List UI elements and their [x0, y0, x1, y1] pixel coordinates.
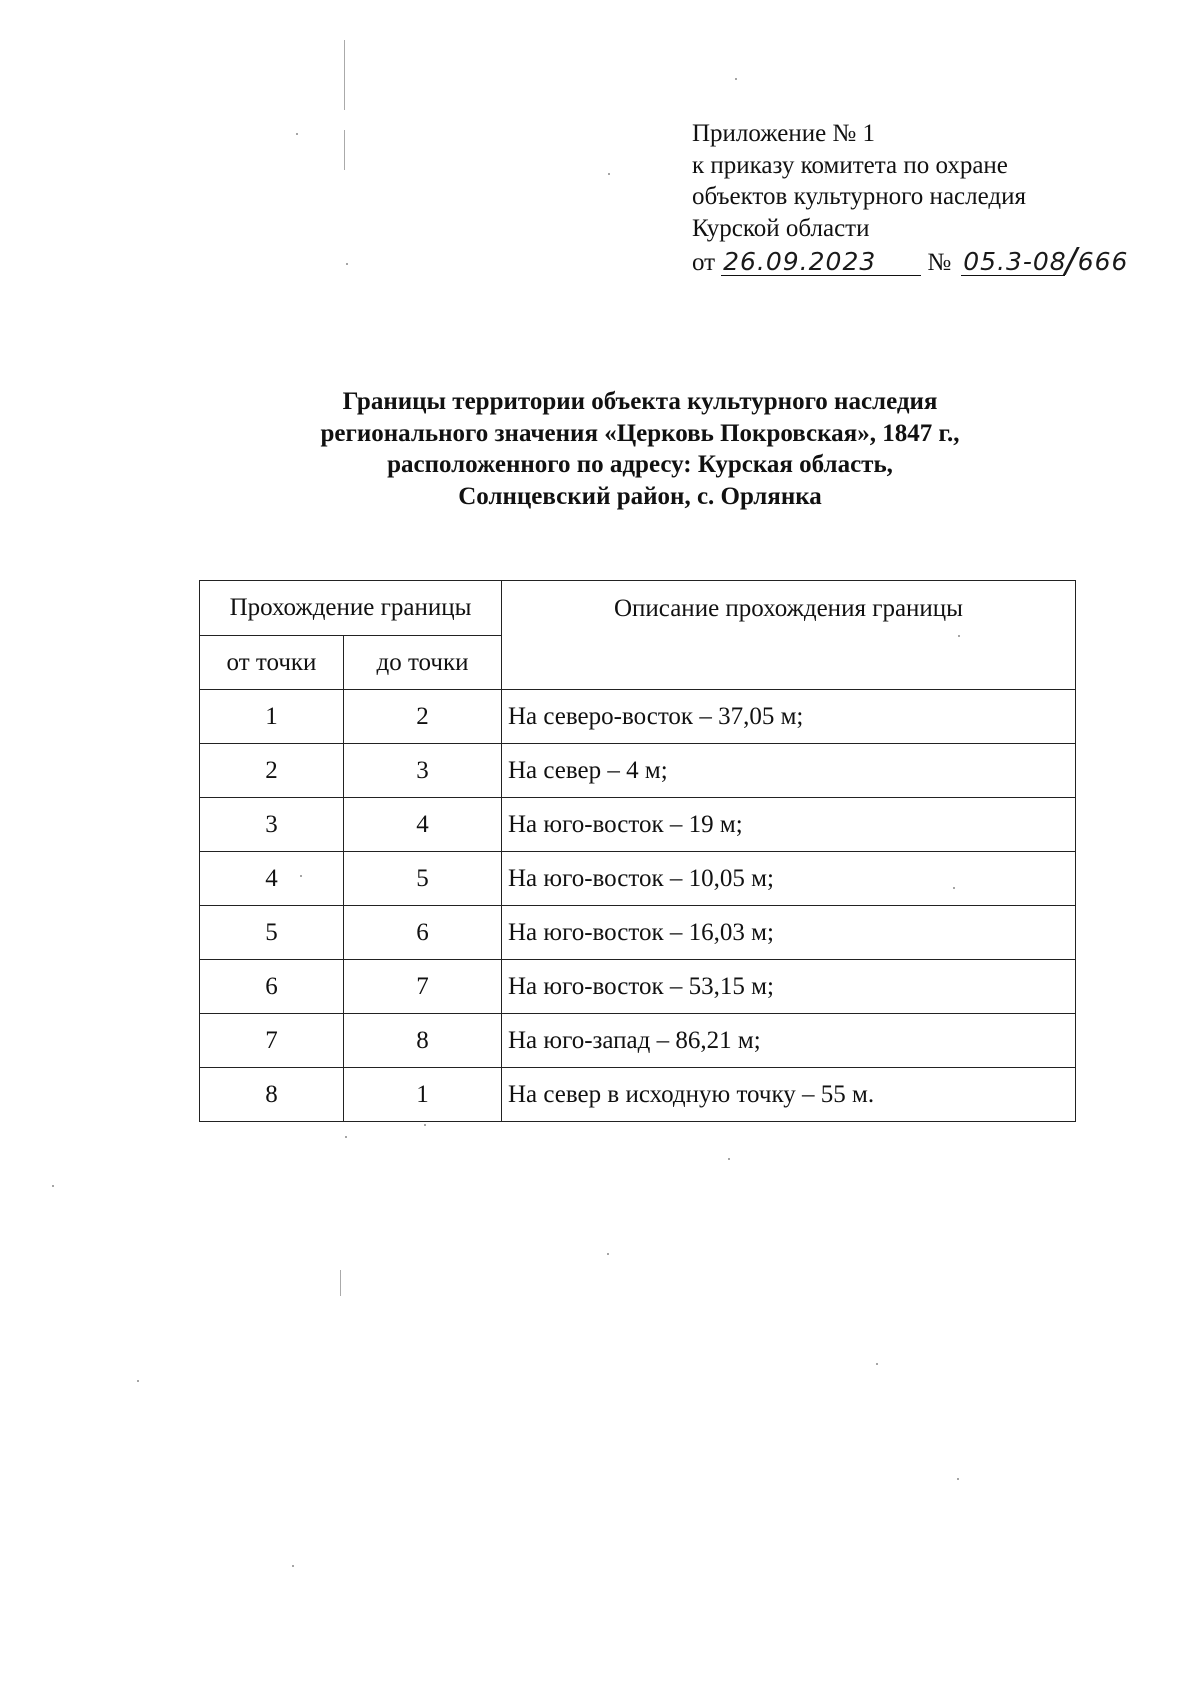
cell-from-point: 4: [200, 852, 344, 906]
cell-to-point: 6: [344, 906, 502, 960]
scan-artifact: [876, 1363, 878, 1365]
cell-from-point: 6: [200, 960, 344, 1014]
handwritten-number: 05.3-08: [963, 247, 1067, 276]
table-header-row: [200, 581, 1076, 636]
cell-from-point: 1: [200, 690, 344, 744]
scan-artifact: [957, 1478, 959, 1480]
cell-to-point: 1: [344, 1068, 502, 1122]
date-prefix: от: [692, 249, 716, 276]
appendix-date-number-line: [692, 241, 1162, 281]
table-row: [200, 960, 1076, 1014]
cell-from-point: 8: [200, 1068, 344, 1122]
cell-description: На юго-восток – 53,15 м;: [502, 960, 1076, 1014]
cell-from-point: 2: [200, 744, 344, 798]
number-slash: /: [1065, 241, 1078, 281]
heading-line-2: регионального значения «Церковь Покровская», 1847 г.,: [320, 419, 960, 447]
handwritten-number-suffix: 666: [1077, 247, 1129, 276]
table-row: [200, 690, 1076, 744]
cell-description: На юго-восток – 19 м;: [502, 798, 1076, 852]
appendix-title: Приложение № 1: [692, 120, 876, 147]
cell-to-point: 2: [344, 690, 502, 744]
table-row: [200, 1068, 1076, 1122]
appendix-line-4: Курской области: [692, 214, 870, 242]
heading-line-4: Солнцевский район, с. Орлянка: [458, 482, 822, 510]
cell-from-point: 5: [200, 906, 344, 960]
heading-line-1: Границы территории объекта культурного наследия: [342, 388, 938, 415]
header-boundary-passage: Прохождение границы: [200, 581, 502, 636]
cell-description: На северо-восток – 37,05 м;: [502, 690, 1076, 744]
handwritten-date: 26.09.2023: [721, 249, 921, 276]
scan-artifact: [344, 40, 345, 110]
scan-artifact: [424, 1124, 426, 1126]
table-body: [200, 690, 1076, 1122]
table-row: [200, 906, 1076, 960]
cell-to-point: 4: [344, 798, 502, 852]
scan-artifact: [735, 78, 737, 80]
cell-from-point: 3: [200, 798, 344, 852]
scan-artifact: [346, 263, 348, 265]
scan-artifact: [728, 1158, 730, 1160]
appendix-line-2: к приказу комитета по охране: [692, 151, 1008, 179]
cell-description: На юго-запад – 86,21 м;: [502, 1014, 1076, 1068]
scan-artifact: [344, 130, 345, 170]
scan-artifact: [52, 1185, 54, 1187]
table-row: [200, 852, 1076, 906]
scan-artifact: [296, 133, 298, 135]
scan-artifact: [345, 1136, 347, 1138]
scan-artifact: [608, 173, 610, 175]
header-to-point: до точки: [344, 636, 502, 690]
scan-artifact: [340, 1270, 341, 1296]
number-sign: №: [927, 249, 952, 276]
cell-to-point: 7: [344, 960, 502, 1014]
table-row: [200, 1014, 1076, 1068]
scan-artifact: [137, 1380, 139, 1382]
scan-artifact: [292, 1565, 294, 1567]
cell-description: На север – 4 м;: [502, 744, 1076, 798]
document-heading: [200, 386, 1080, 512]
cell-description: На юго-восток – 16,03 м;: [502, 906, 1076, 960]
cell-description: На север в исходную точку – 55 м.: [502, 1068, 1076, 1122]
header-boundary-description: Описание прохождения границы: [502, 581, 1076, 690]
appendix-line-3: объектов культурного наследия: [692, 183, 1026, 210]
table-row: [200, 798, 1076, 852]
cell-to-point: 3: [344, 744, 502, 798]
cell-to-point: 8: [344, 1014, 502, 1068]
cell-to-point: 5: [344, 852, 502, 906]
appendix-block: [692, 118, 1162, 279]
heading-line-3: расположенного по адресу: Курская область,: [387, 451, 893, 478]
scan-artifact: [607, 1253, 609, 1255]
boundary-table: [199, 580, 1076, 1122]
cell-from-point: 7: [200, 1014, 344, 1068]
header-from-point: от точки: [200, 636, 344, 690]
cell-description: На юго-восток – 10,05 м;: [502, 852, 1076, 906]
table-row: [200, 744, 1076, 798]
